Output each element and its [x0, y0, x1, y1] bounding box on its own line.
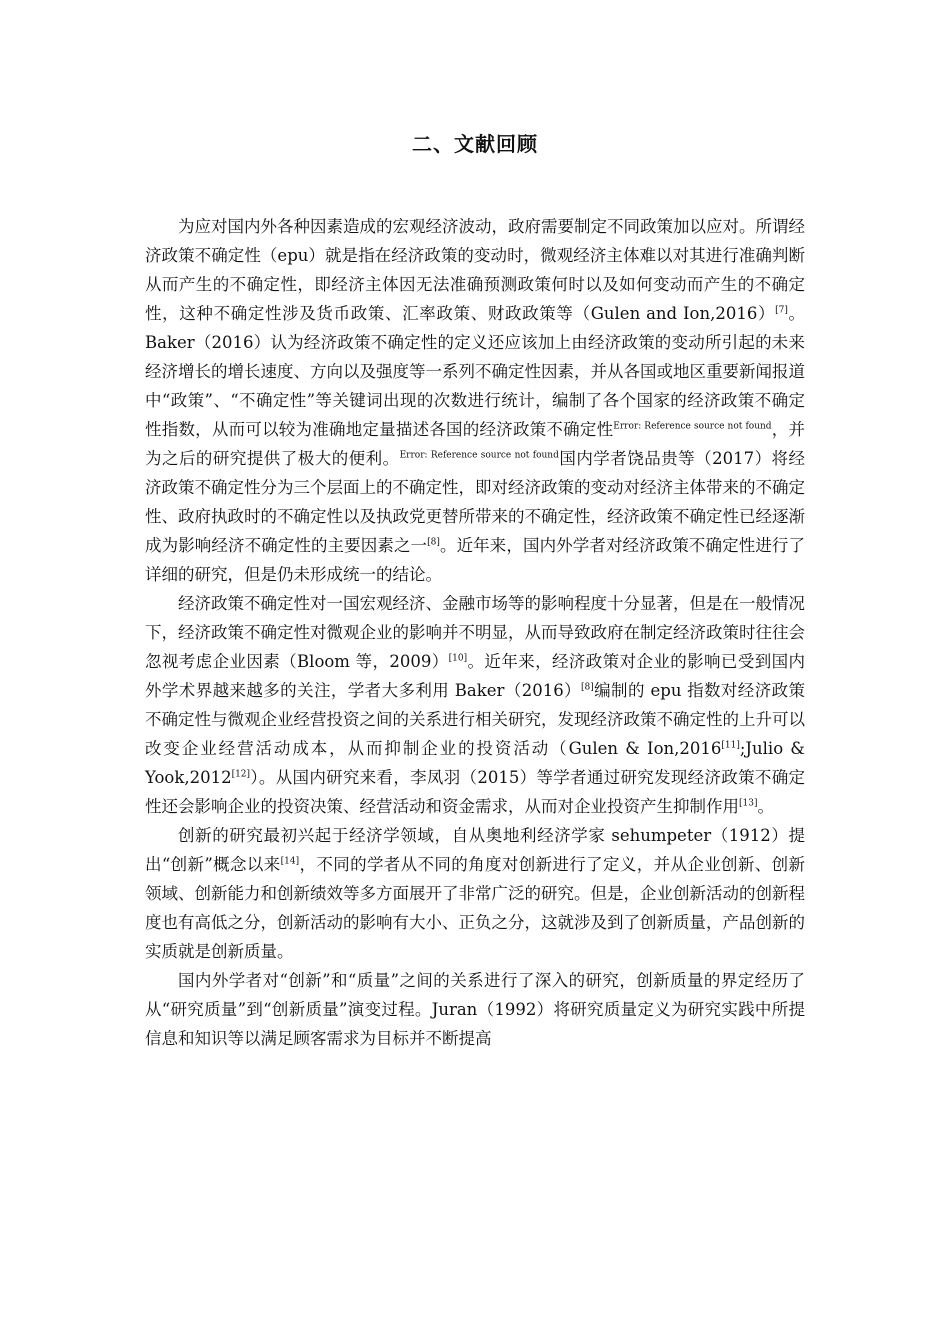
text: 。近年来，国内外学者对经济政策不确定性进行了详细的研究，但是仍未形成统一的结论。 — [145, 536, 806, 584]
text: 编制的 epu 指数对经济政策不确定性与微观企业经营投资之间的关系进行相关研究，发现经济政策不确定性的上升可以改变企业经营活动成本，从而抑制企业的投资活动（Gulen & Ion,2016 — [145, 681, 805, 758]
body-text — [145, 212, 805, 1053]
citation: [12] — [231, 769, 251, 780]
citation: [10] — [448, 653, 468, 664]
section-heading: 二、文献回顾 — [412, 132, 538, 156]
citation: [14] — [280, 856, 300, 867]
text: 。近年来，经济政策对企业的影响已受到国内外学术界越来越多的关注，学者大多利用 Baker（2016） — [145, 652, 805, 700]
paragraph-1 — [145, 212, 805, 589]
text: 。Baker（2016）认为经济政策不确定性的定义还应该加上由经济政策的变动所引起的未来经济增长的增长速度、方向以及强度等一系列不确定性因素，并从各国或地区重要新闻报道中“政策”、“不确定性”等关键词出现的次数进行统计，编制了各个国家的经济政策不确定性指数，从而可以较为准确地定量描述各国的经济政策不确定性 — [145, 304, 806, 439]
text: ，并为之后的研究提供了极大的便利。 — [145, 420, 806, 468]
text: ）。从国内研究来看，李凤羽（2015）等学者通过研究发现经济政策不确定性还会影响企业的投资决策、经营活动和资金需求，从而对企业投资产生抑制作用 — [145, 768, 805, 816]
paragraph-2 — [145, 589, 805, 821]
reference-error: Error: Reference source not found — [399, 450, 559, 461]
citation: [13] — [739, 798, 758, 809]
paragraph-3 — [145, 821, 805, 966]
text: ;Julio & Yook,2012 — [145, 739, 805, 787]
citation: [8] — [581, 682, 594, 693]
citation: [7] — [775, 305, 788, 316]
text: 创新的研究最初兴起于经济学领域，自从奥地利经济学家 sehumpeter（1912）提出“创新”概念以来 — [145, 826, 805, 874]
text: 国内学者饶品贵等（2017）将经济政策不确定性分为三个层面上的不确定性，即对经济政策的变动对经济主体带来的不确定性、政府执政时的不确定性以及执政党更替所带来的不确定性，经济政策不确定性已经逐渐成为影响经济不确定性的主要因素之一 — [145, 449, 806, 555]
text: ，不同的学者从不同的角度对创新进行了定义，并从企业创新、创新领域、创新能力和创新绩效等多方面展开了非常广泛的研究。但是，企业创新活动的创新程度也有高低之分，创新活动的影响有大小、正负之分，这就涉及到了创新质量，产品创新的实质就是创新质量。 — [145, 855, 806, 961]
text: 为应对国内外各种因素造成的宏观经济波动，政府需要制定不同政策加以应对。所谓经济政策不确定性（epu）就是指在经济政策的变动时，微观经济主体难以对其进行准确判断从而产生的不确定性，即经济主体因无法准确预测政策何时以及如何变动而产生的不确定性，这种不确定性涉及货币政策、汇率政策、财政政策等（Gulen and Ion,2016） — [145, 217, 805, 323]
citation: [8] — [427, 537, 440, 548]
citation: [11] — [721, 740, 740, 751]
reference-error: Error: Reference source not found — [613, 421, 772, 432]
text: 国内外学者对“创新”和“质量”之间的关系进行了深入的研究，创新质量的界定经历了从“研究质量”到“创新质量”演变过程。Juran（1992）将研究质量定义为研究实践中所提信息和知识等以满足顾客需求为目标并不断提高 — [145, 971, 805, 1048]
paragraph-4 — [145, 966, 805, 1053]
text: 经济政策不确定性对一国宏观经济、金融市场等的影响程度十分显著，但是在一般情况下，经济政策不确定性对微观企业的影响并不明显，从而导致政府在制定经济政策时往往会忽视考虑企业因素（Bloom 等，2009） — [145, 594, 805, 671]
text: 。 — [757, 797, 774, 816]
